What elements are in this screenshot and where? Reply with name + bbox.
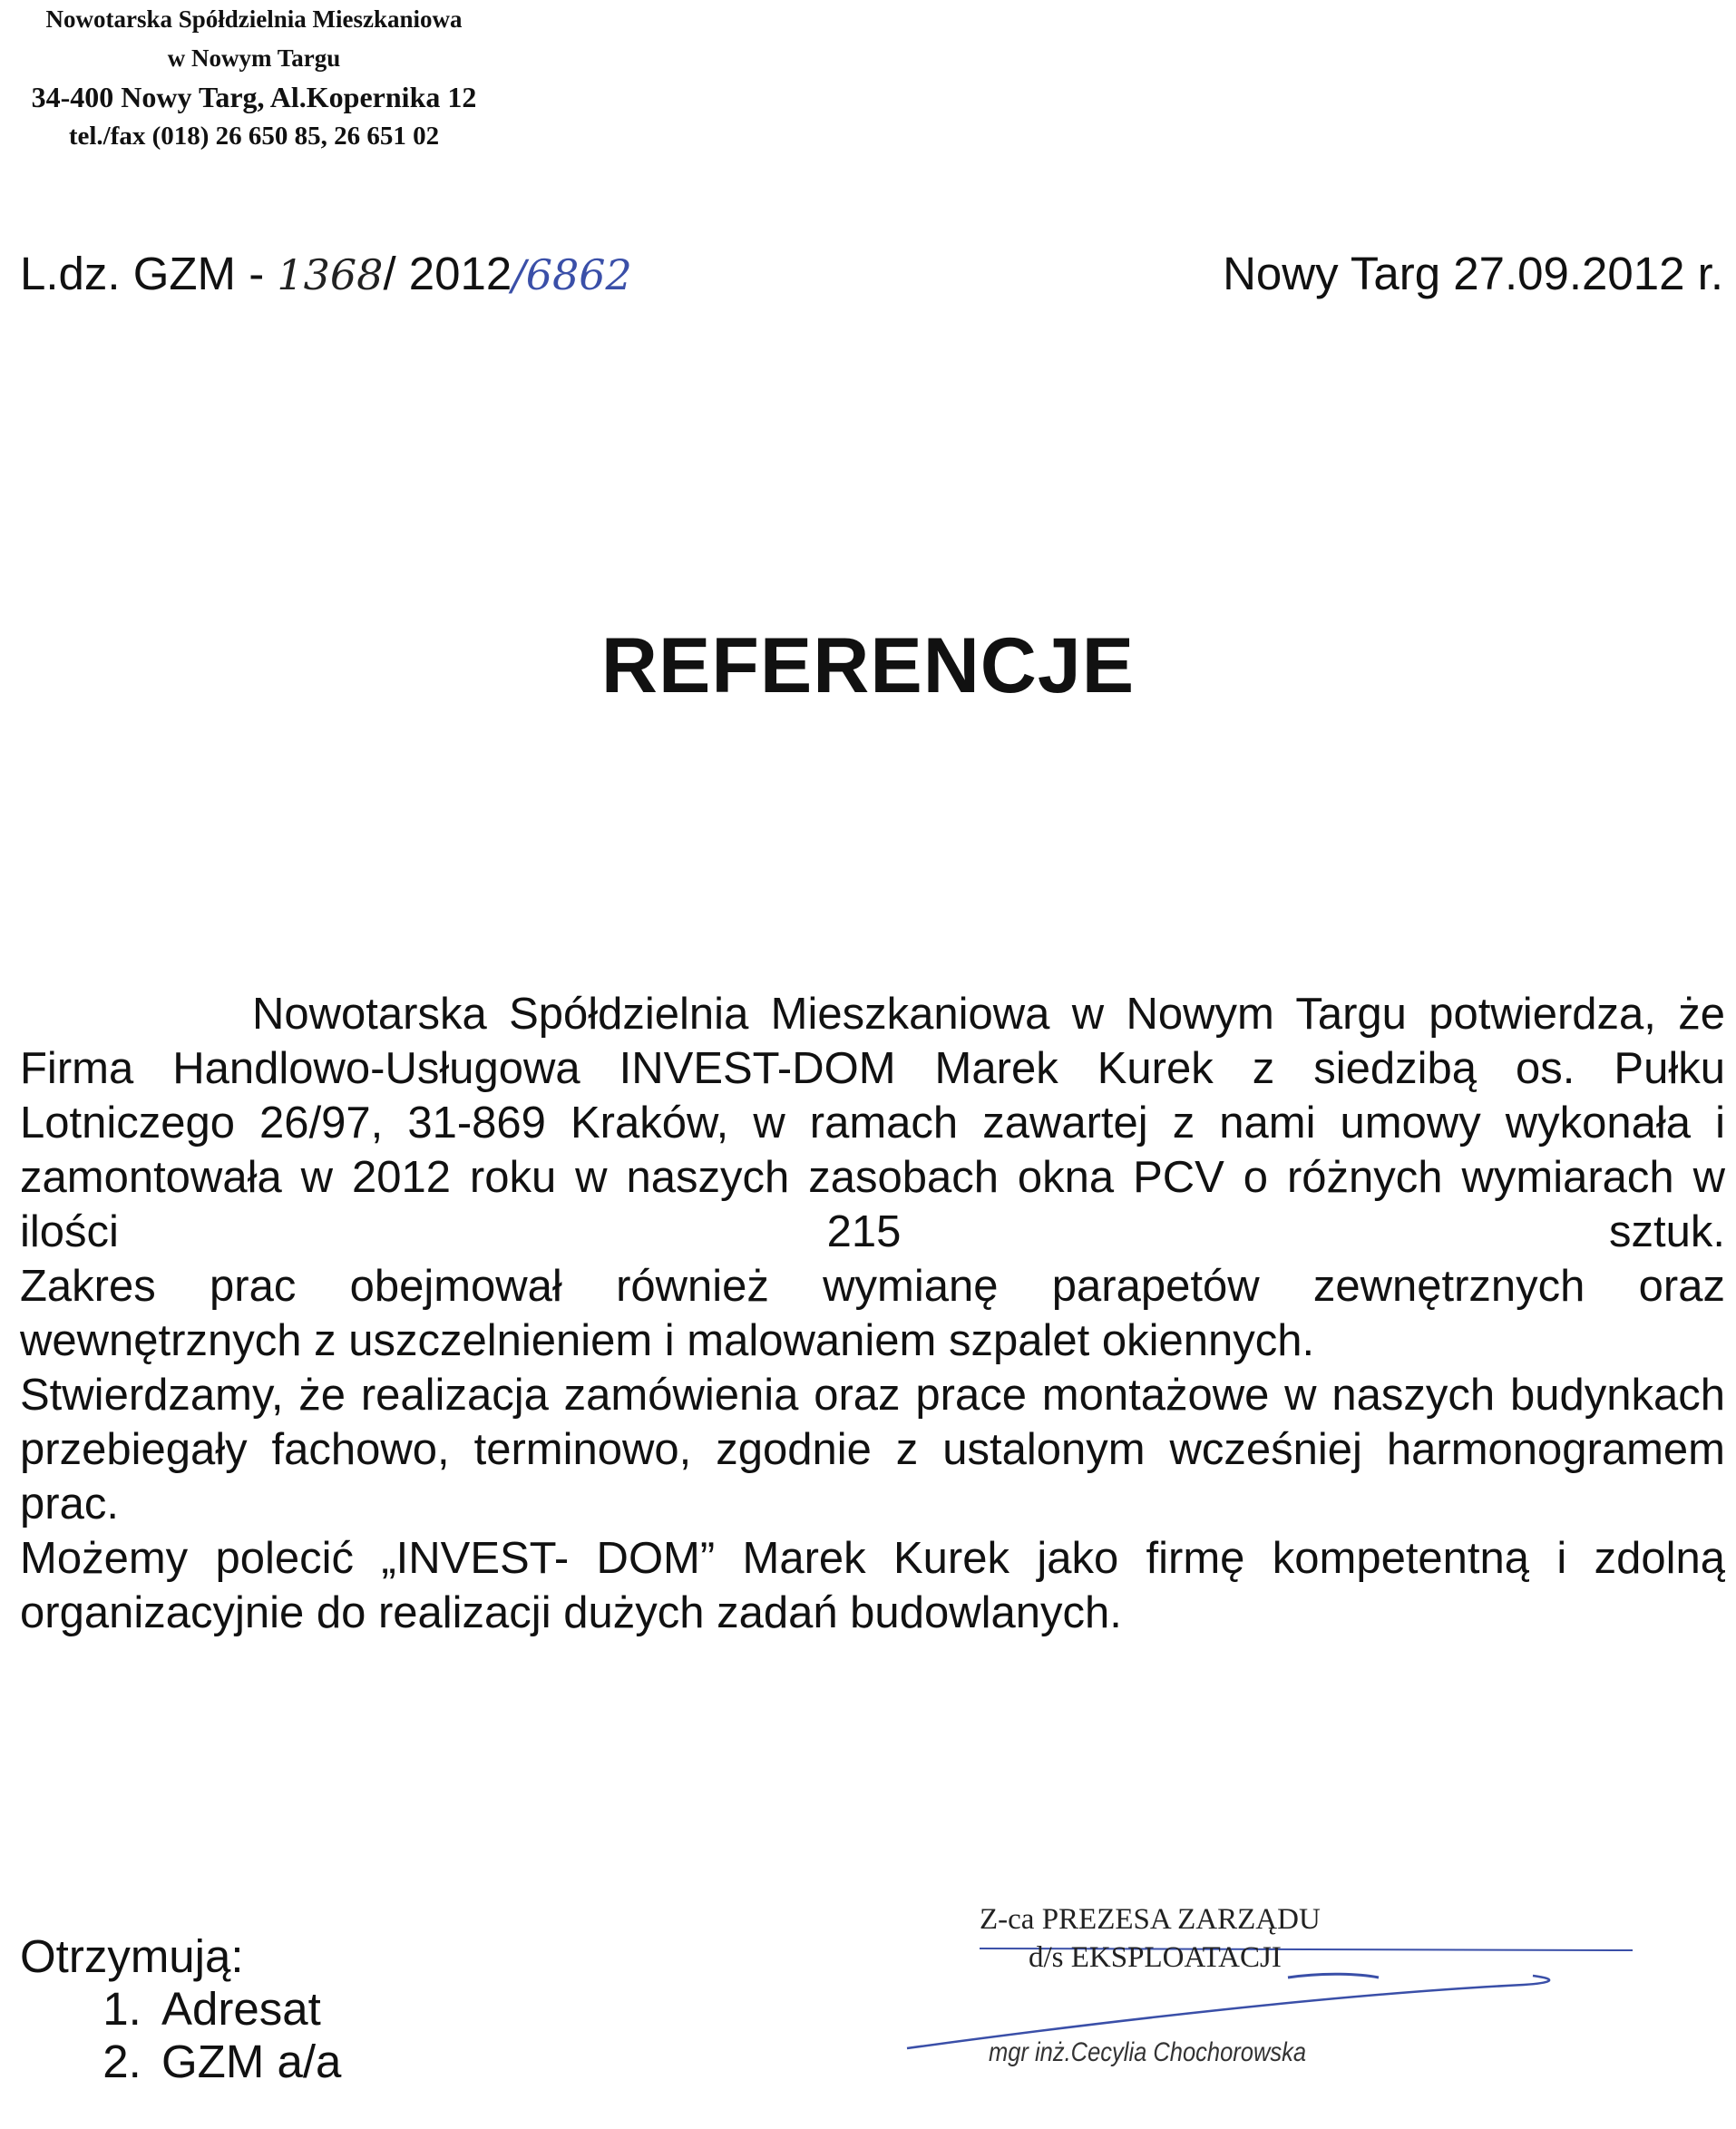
letter-date: Nowy Targ 27.09.2012 r. — [1223, 248, 1723, 299]
stamp-department: d/s EKSPLOATACJI — [1029, 1941, 1282, 1974]
reference-year: / 2012 — [383, 248, 512, 299]
reference-prefix: L.dz. GZM - — [20, 248, 278, 299]
letterhead — [0, 0, 508, 156]
recipients — [20, 1930, 341, 2088]
body-paragraph-1: Nowotarska Spółdzielnia Mieszkaniowa w Nowym Targu potwierdza, że Firma Handlowo-Usługowa INVEST-DOM Marek Kurek z siedzibą os. Pułku Lotniczego 26/97, 31-869 Kraków, w ramach zawartej z nami umowy wykonała i zamontowała w 2012 roku w naszych zasobach okna PCV o różnych wymiarach w ilości 215 sztuk. — [20, 990, 1725, 1256]
recipients-list — [20, 1983, 341, 2088]
body-paragraph-4: Możemy polecić „INVEST- DOM” Marek Kurek jako firmę kompetentną i zdolną organizacyjnie do realizacji dużych zadań budowlanych. — [20, 1534, 1725, 1637]
reference-handwritten-suffix: /6862 — [512, 250, 632, 299]
reference-number — [20, 247, 632, 300]
body-paragraph-2: Zakres prac obejmował również wymianę parapetów zewnętrznych oraz wewnętrznych z uszczelnieniem i malowaniem szpalet okiennych. — [20, 1262, 1725, 1365]
reference-handwritten-number: 1368 — [277, 250, 384, 299]
recipient-item: 2. GZM a/a — [154, 2036, 341, 2088]
recipients-label: Otrzymują: — [20, 1930, 244, 1982]
signature-block — [980, 1903, 1560, 2103]
document-title: REFERENCJE — [600, 622, 1136, 709]
body-paragraph-3: Stwierdzamy, że realizacja zamówienia oraz prace montażowe w naszych budynkach przebiegały fachowo, terminowo, zgodnie z ustalonym wcześniej harmonogramem prac. — [20, 1371, 1725, 1528]
letter-body — [20, 987, 1725, 1640]
letterhead-city: w Nowym Targu — [167, 44, 341, 72]
letterhead-phone: tel./fax (018) 26 650 85, 26 651 02 — [68, 122, 440, 151]
signatory-name: mgr inż.Cecylia Chochorowska — [989, 2037, 1307, 2067]
letterhead-address: 34-400 Nowy Targ, Al.Kopernika 12 — [31, 81, 477, 113]
stamp-title: Z-ca PREZESA ZARZĄDU — [980, 1903, 1321, 1936]
recipient-item: 1. Adresat — [154, 1983, 341, 2036]
letterhead-org-name: Nowotarska Spółdzielnia Mieszkaniowa — [45, 5, 463, 33]
